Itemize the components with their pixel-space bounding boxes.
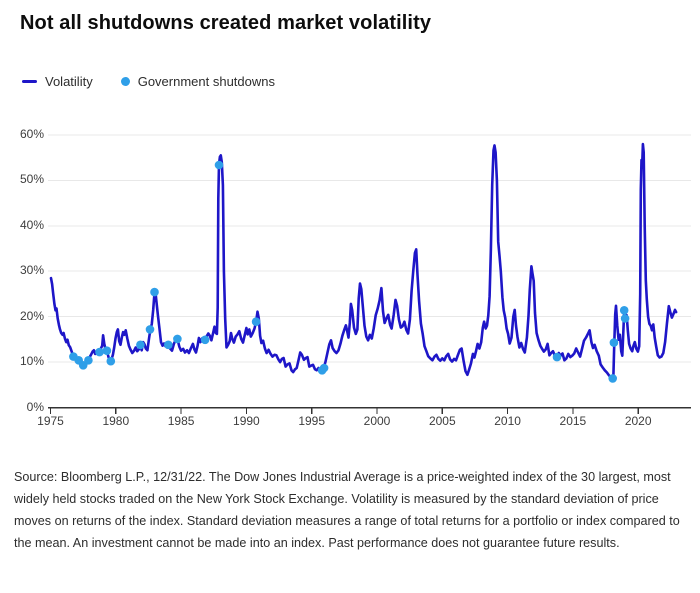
shutdown-dot	[103, 346, 112, 355]
shutdown-dot	[320, 364, 329, 373]
volatility-line	[51, 144, 676, 378]
shutdown-dot	[608, 374, 617, 383]
shutdown-dot	[252, 317, 261, 326]
shutdown-dot	[173, 335, 182, 344]
x-axis-label: 1995	[298, 414, 326, 428]
shutdown-dot	[553, 353, 562, 362]
shutdown-dot	[215, 161, 224, 170]
y-axis-label: 60%	[19, 126, 44, 141]
x-axis-label: 2015	[559, 414, 587, 428]
shutdown-dot	[84, 356, 93, 365]
y-axis-label: 20%	[19, 308, 44, 323]
y-axis-label: 10%	[19, 354, 44, 369]
x-axis-label: 1975	[37, 414, 64, 428]
shutdown-dot	[201, 336, 210, 345]
y-axis-label: 30%	[19, 263, 44, 278]
legend-label-volatility: Volatility	[45, 74, 93, 89]
y-axis-label: 0%	[26, 399, 44, 414]
page-title: Not all shutdowns created market volatility	[20, 12, 432, 34]
x-axis-label: 1980	[102, 414, 130, 428]
shutdown-dot	[621, 314, 630, 323]
shutdown-dot	[610, 338, 619, 347]
shutdown-dot	[95, 348, 104, 357]
shutdown-dot	[146, 325, 155, 334]
shutdown-dot	[620, 306, 629, 315]
y-axis-label: 40%	[19, 217, 44, 232]
x-axis-label: 1990	[233, 414, 260, 428]
x-axis-label: 2020	[624, 414, 652, 428]
y-axis-label: 50%	[19, 172, 44, 187]
x-axis-label: 2005	[428, 414, 456, 428]
shutdown-dot	[136, 341, 145, 350]
x-axis-label: 1985	[167, 414, 195, 428]
shutdown-dot	[150, 288, 159, 297]
source-note: Source: Bloomberg L.P., 12/31/22. The Dow Jones Industrial Average is a price-weighted index of the 30 largest, most widely held stocks traded on the New York Stock Exchange. Volatility is measured by the standard deviation of price moves on returns of the index. Standard deviation measures a range of total returns for a portfolio or index compared to the mean. An investment cannot be made into an index. Past performance does not guarantee future results.	[14, 470, 680, 550]
x-axis-label: 2000	[363, 414, 391, 428]
shutdown-dot	[107, 357, 116, 366]
x-axis-label: 2010	[494, 414, 521, 428]
shutdown-dot	[164, 341, 173, 350]
legend-label-shutdowns: Government shutdowns	[137, 74, 275, 89]
